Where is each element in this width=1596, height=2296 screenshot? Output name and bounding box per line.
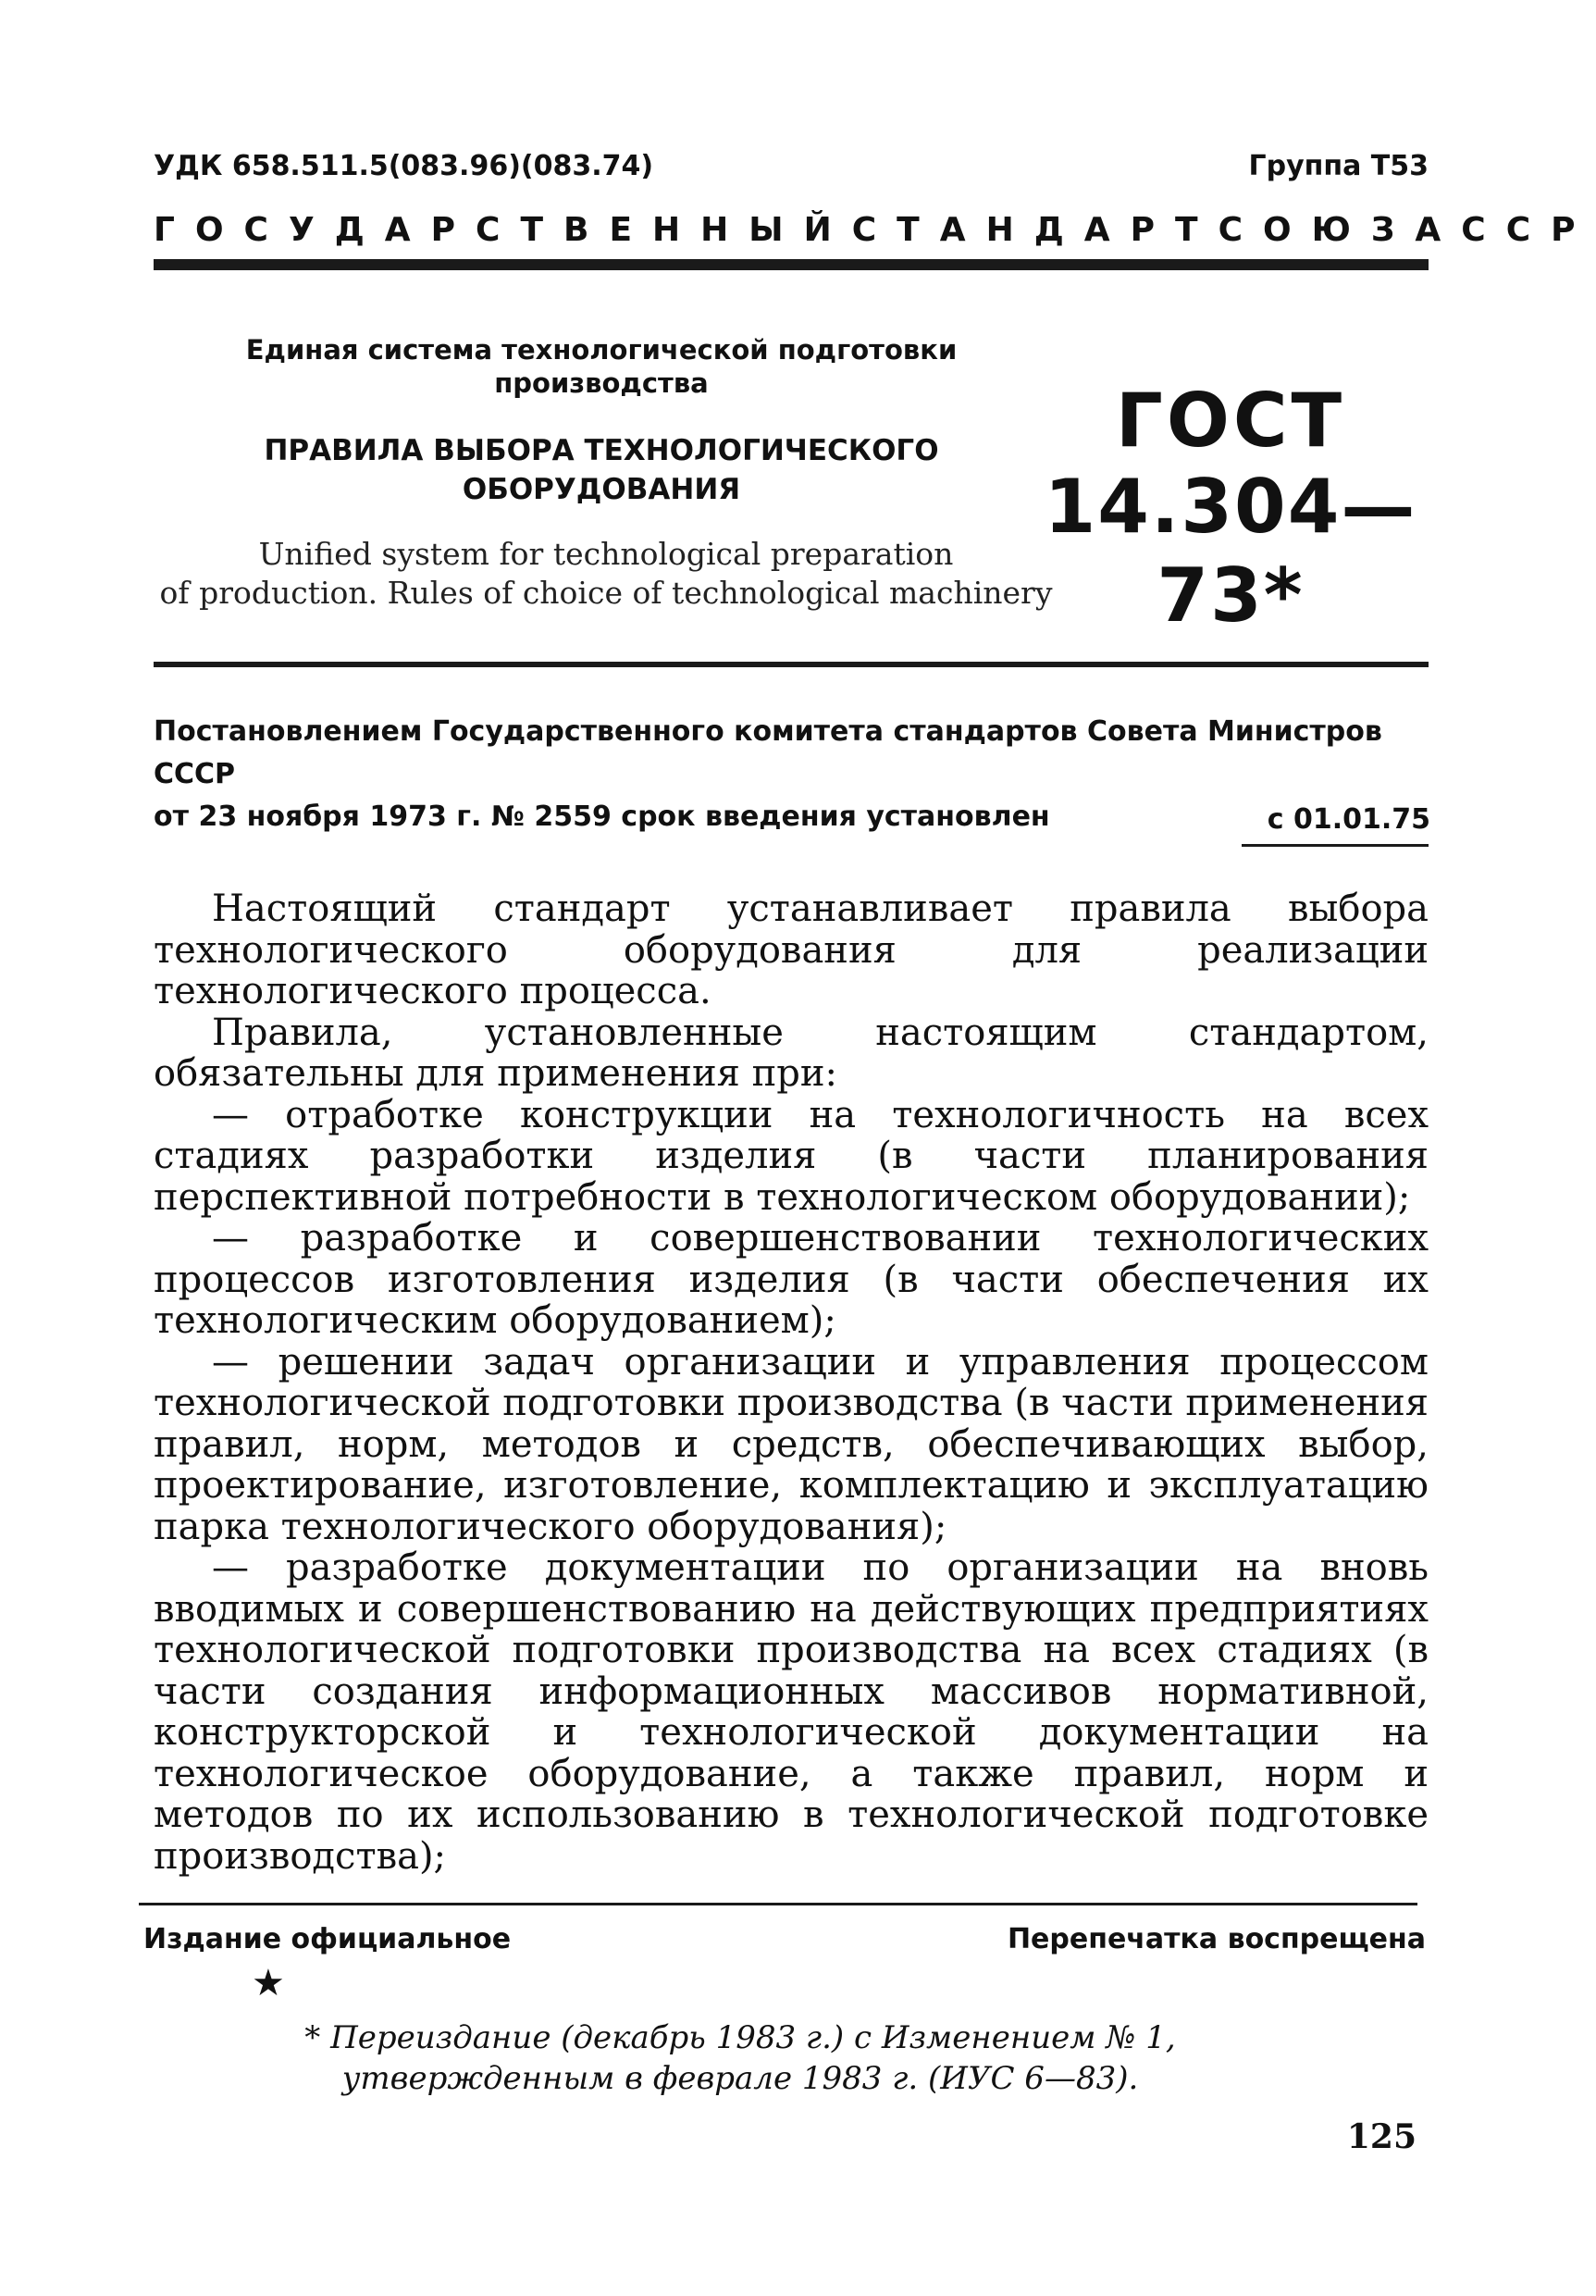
body-paragraph: Настоящий стандарт устанавливает правила выбора технологического оборудования для реализации технологического процесса. xyxy=(154,887,1429,1012)
footnote xyxy=(278,2017,1203,2099)
reprint-forbidden: Перепечатка воспрещена xyxy=(1007,1923,1426,1955)
gost-label: ГОСТ xyxy=(1115,378,1346,464)
body-list-item: — разработке документации по организации на вновь вводимых и совершенствованию на действующих предприятиях технологической подготовки производства на всех стадиях (в части создания информационных массивов нормативной, конструкторской и технологической документации на технологическое оборудование, а также правил, норм и методов по их использованию в технологической подготовке производства); xyxy=(154,1546,1429,1878)
group-code: Группа Т53 xyxy=(1248,150,1429,182)
decree-line-1: Постановлением Государственного комитета стандартов Совета Министров СССР xyxy=(154,715,1382,790)
body-list-item: — отработке конструкции на технологичность на всех стадиях разработки изделия (в части планирования перспективной потребности в технологическом оборудовании); xyxy=(154,1093,1429,1219)
state-word-4: ССР xyxy=(1461,211,1596,249)
footer-rule xyxy=(139,1903,1417,1905)
system-name xyxy=(185,333,1018,400)
body-list-item: — разработке и совершенствовании технологических процессов изготовления изделия (в части обеспечения их технологическим оборудованием); xyxy=(154,1217,1429,1342)
state-standard-heading xyxy=(154,211,1596,249)
decree-line-2: от 23 ноября 1973 г. № 2559 срок введения установлен xyxy=(154,800,1050,833)
gost-designation xyxy=(1027,379,1434,640)
effective-date-underline xyxy=(1242,844,1429,847)
gost-number: 14.304—73* xyxy=(1044,464,1417,639)
page-number: 125 xyxy=(1346,2117,1417,2156)
state-word-2: СТАНДАРТ xyxy=(851,211,1219,249)
udk-code: УДК 658.511.5(083.96)(083.74) xyxy=(154,150,654,182)
body-list-item: — решении задач организации и управления процессом технологической подготовки производства (в части применения правил, норм, методов и средств, обеспечивающих выбор, проектирование, изготовление, комплектацию и эксплуатацию парка технологического оборудования); xyxy=(154,1340,1429,1548)
english-title xyxy=(143,535,1069,613)
header-rule xyxy=(154,259,1429,270)
english-title-line-1: Unified system for technological preparation xyxy=(258,536,954,572)
document-title-line-1: ПРАВИЛА ВЫБОРА ТЕХНОЛОГИЧЕСКОГО xyxy=(264,434,939,467)
footnote-line-1: * Переиздание (декабрь 1983 г.) с Изменением № 1, xyxy=(304,2019,1176,2056)
title-rule xyxy=(154,662,1429,667)
document-title-line-2: ОБОРУДОВАНИЯ xyxy=(462,473,741,506)
effective-date: с 01.01.75 xyxy=(1267,803,1430,836)
footnote-line-2: утвержденным в феврале 1983 г. (ИУС 6—83). xyxy=(341,2060,1139,2097)
body-text xyxy=(154,888,1429,1877)
system-name-line-1: Единая система технологической подготовки xyxy=(245,334,958,366)
decree-text xyxy=(154,711,1429,838)
state-word-3: СОЮЗА xyxy=(1218,211,1462,249)
star-icon: ★ xyxy=(252,1962,285,2004)
official-edition: Издание официальное xyxy=(143,1923,512,1955)
document-title xyxy=(185,431,1018,509)
system-name-line-2: производства xyxy=(494,367,709,399)
state-word-1: ГОСУДАРСТВЕННЫЙ xyxy=(154,211,852,249)
body-paragraph: Правила, установленные настоящим стандартом, обязательны для применения при: xyxy=(154,1011,1429,1095)
english-title-line-2: of production. Rules of choice of technological machinery xyxy=(159,575,1053,611)
